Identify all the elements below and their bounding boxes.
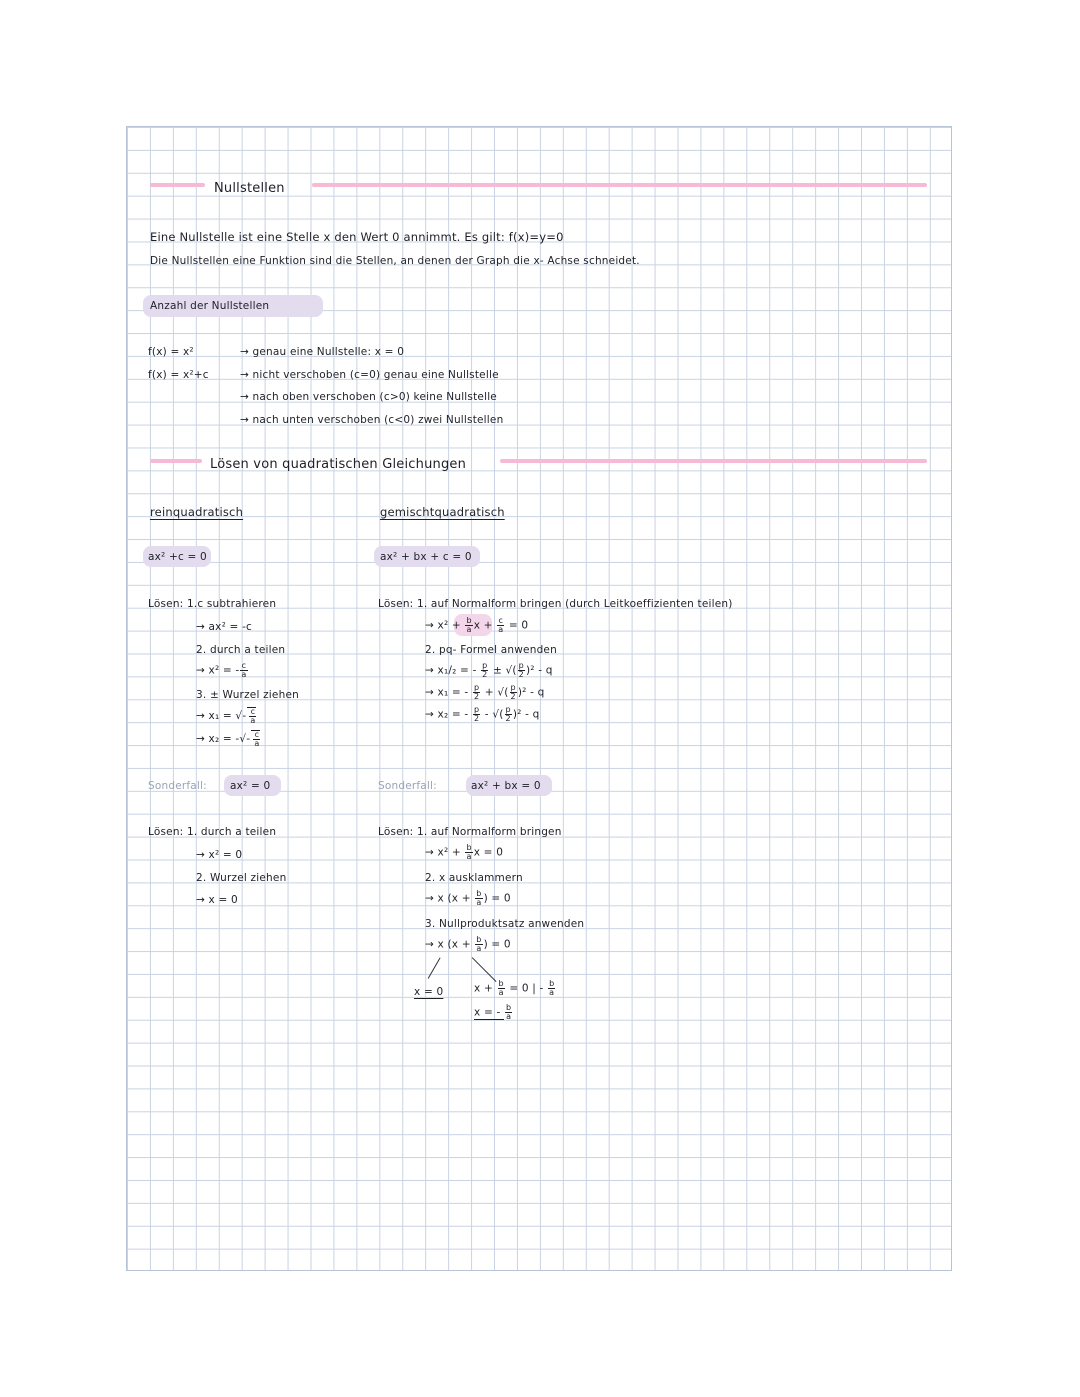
rein-step-3: 2. durch a teilen: [196, 644, 286, 656]
gs-6b: ) = 0: [483, 938, 511, 951]
frac-den: a: [241, 670, 247, 679]
frac-den: a: [498, 625, 504, 634]
frac-num: p: [473, 683, 480, 692]
intro-line-2: Die Nullstellen eine Funktion sind die Stellen, an denen der Graph die x- Achse schneidet.: [150, 255, 640, 267]
section2-bar-right: [500, 459, 927, 463]
rein-step-2: → ax² = -c: [196, 621, 253, 633]
frac-num: b: [476, 935, 482, 944]
frac-den: a: [498, 988, 504, 997]
gemischt-sonder-step-2: [425, 844, 503, 861]
gemischt-step-5: [425, 684, 544, 701]
frac-p-over-2-f: [505, 706, 512, 723]
page-title: Nullstellen: [214, 181, 285, 196]
frac-den: 2: [473, 714, 480, 723]
rein-step-4-text: → x² = -: [196, 664, 240, 677]
frac-p-over-2-c: [473, 684, 480, 701]
title-bar-left: [150, 183, 205, 187]
rr1a: x +: [474, 982, 497, 995]
gm-6a: → x₂ = -: [425, 708, 472, 721]
gemischt-sonder-step-1: Lösen: 1. auf Normalform bringen: [378, 826, 562, 838]
frac-den: 2: [518, 670, 524, 679]
frac-c-over-a-root: [247, 707, 256, 725]
gemischt-heading: gemischtquadratisch: [380, 505, 505, 519]
frac-num: c: [250, 707, 256, 716]
frac-b-over-a-s3: [475, 936, 482, 953]
section2-bar-left: [150, 459, 202, 463]
gemischt-sonder-step-6: [425, 936, 511, 953]
frac-den: 2: [510, 692, 516, 701]
rein-step-7-text: → x₂ = -√-: [196, 733, 251, 745]
frac-b-over-a-r2: [548, 980, 555, 997]
frac-p-over-2-e: [473, 706, 480, 723]
rein-step-6: [196, 707, 257, 725]
frac-den: a: [254, 739, 260, 748]
gm-5a: → x₁ = -: [425, 686, 472, 699]
frac-num: b: [466, 616, 472, 625]
rein-step-4: [196, 662, 249, 679]
frac-c-over-a: [240, 662, 247, 679]
title-bar-right: [312, 183, 927, 187]
gemischt-step-3: 2. pq- Formel anwenden: [425, 644, 557, 656]
rein-sonder-step-3: 2. Wurzel ziehen: [196, 872, 287, 884]
anzahl-item-1: → genau eine Nullstelle: x = 0: [240, 346, 405, 358]
rein-sonder-label: Sonderfall:: [148, 780, 207, 792]
frac-den: a: [476, 898, 482, 907]
frac-den: a: [476, 944, 482, 953]
frac-den: 2: [473, 692, 480, 701]
frac-num: b: [476, 889, 482, 898]
frac-c-over-a-g: [497, 617, 504, 634]
frac-num: c: [498, 616, 504, 625]
anzahl-item-3: → nach oben verschoben (c>0) keine Nullstelle: [240, 391, 497, 403]
gm-6c: )² - q: [512, 708, 540, 721]
result-right-2: [474, 1004, 513, 1021]
gs-2b: x = 0: [473, 846, 504, 859]
frac-den: a: [250, 716, 256, 725]
section2-title: Lösen von quadratischen Gleichungen: [210, 457, 467, 472]
frac-den: a: [466, 625, 472, 634]
rr2a: x = -: [474, 1006, 505, 1019]
gemischt-step-4: [425, 662, 553, 679]
frac-num: b: [466, 843, 472, 852]
frac-num: p: [518, 661, 524, 670]
gemischt-step-2: [425, 617, 528, 634]
rein-formula: ax² +c = 0: [148, 551, 207, 563]
rein-step-1: Lösen: 1.c subtrahieren: [148, 598, 277, 610]
rein-sonder-step-2: → x² = 0: [196, 849, 243, 861]
rr1b: = 0 | -: [505, 982, 548, 995]
gm-2b: x +: [473, 619, 497, 632]
frac-num: b: [549, 979, 555, 988]
anzahl-item-2: → nicht verschoben (c=0) genau eine Nullstelle: [240, 369, 499, 381]
gs-2a: → x² +: [425, 846, 465, 859]
anzahl-item-4: → nach unten verschoben (c<0) zwei Nullstellen: [240, 414, 504, 426]
gemischt-sonder-formula: ax² + bx = 0: [471, 780, 541, 792]
gm-4c: )² - q: [525, 664, 553, 677]
gs-4a: → x (x +: [425, 892, 475, 905]
frac-num: p: [482, 661, 488, 670]
gm-2a: → x² +: [425, 619, 465, 632]
frac-den: a: [466, 852, 472, 861]
frac-p-over-2-b: [518, 662, 525, 679]
frac-b-over-a-r3: [505, 1004, 512, 1021]
gm-4a: → x₁/₂ = -: [425, 664, 481, 677]
frac-den: 2: [505, 714, 511, 723]
gemischt-sonder-step-4: [425, 890, 511, 907]
rein-step-7: [196, 730, 261, 748]
frac-p-over-2-d: [510, 684, 517, 701]
gm-2c: = 0: [505, 619, 529, 632]
result-left: x = 0: [414, 986, 444, 998]
rein-sonder-formula: ax² = 0: [230, 780, 271, 792]
rein-heading: reinquadratisch: [150, 505, 244, 519]
frac-num: b: [506, 1003, 512, 1012]
frac-p-over-2: [481, 662, 488, 679]
frac-den: a: [506, 1012, 512, 1021]
frac-b-over-a-s2: [475, 890, 482, 907]
frac-den: a: [549, 988, 555, 997]
gm-5b: + √(: [481, 686, 509, 699]
frac-num: c: [254, 730, 260, 739]
frac-c-over-a-root-2: [251, 730, 260, 748]
gemischt-sonder-step-5: 3. Nullproduktsatz anwenden: [425, 918, 585, 930]
frac-den: 2: [482, 670, 488, 679]
anzahl-heading: Anzahl der Nullstellen: [150, 300, 270, 312]
gm-5c: )² - q: [517, 686, 545, 699]
gemischt-step-6: [425, 706, 539, 723]
frac-num: p: [473, 705, 480, 714]
frac-num: p: [505, 705, 511, 714]
gm-4b: ± √(: [489, 664, 517, 677]
frac-num: c: [241, 661, 247, 670]
rein-step-5: 3. ± Wurzel ziehen: [196, 689, 299, 701]
gs-4b: ) = 0: [483, 892, 511, 905]
gemischt-sonder-label: Sonderfall:: [378, 780, 437, 792]
rein-step-6-text: → x₁ = √-: [196, 710, 247, 722]
gemischt-step-1: Lösen: 1. auf Normalform bringen (durch Leitkoeffizienten teilen): [378, 598, 733, 610]
frac-b-over-a-s1: [465, 844, 472, 861]
gs-6a: → x (x +: [425, 938, 475, 951]
gm-6b: - √(: [481, 708, 504, 721]
rein-sonder-step-1: Lösen: 1. durch a teilen: [148, 826, 277, 838]
frac-b-over-a: [465, 617, 472, 634]
frac-num: p: [510, 683, 516, 692]
result-right-1: [474, 980, 556, 997]
intro-line-1: Eine Nullstelle ist eine Stelle x den Wert 0 annimmt. Es gilt: f(x)=y=0: [150, 230, 564, 244]
frac-num: b: [498, 979, 504, 988]
anzahl-f2: f(x) = x²+c: [148, 369, 209, 381]
rein-sonder-step-4: → x = 0: [196, 894, 238, 906]
frac-b-over-a-r1: [498, 980, 505, 997]
gemischt-formula: ax² + bx + c = 0: [380, 551, 472, 563]
anzahl-f1: f(x) = x²: [148, 346, 194, 358]
gemischt-sonder-step-3: 2. x ausklammern: [425, 872, 523, 884]
